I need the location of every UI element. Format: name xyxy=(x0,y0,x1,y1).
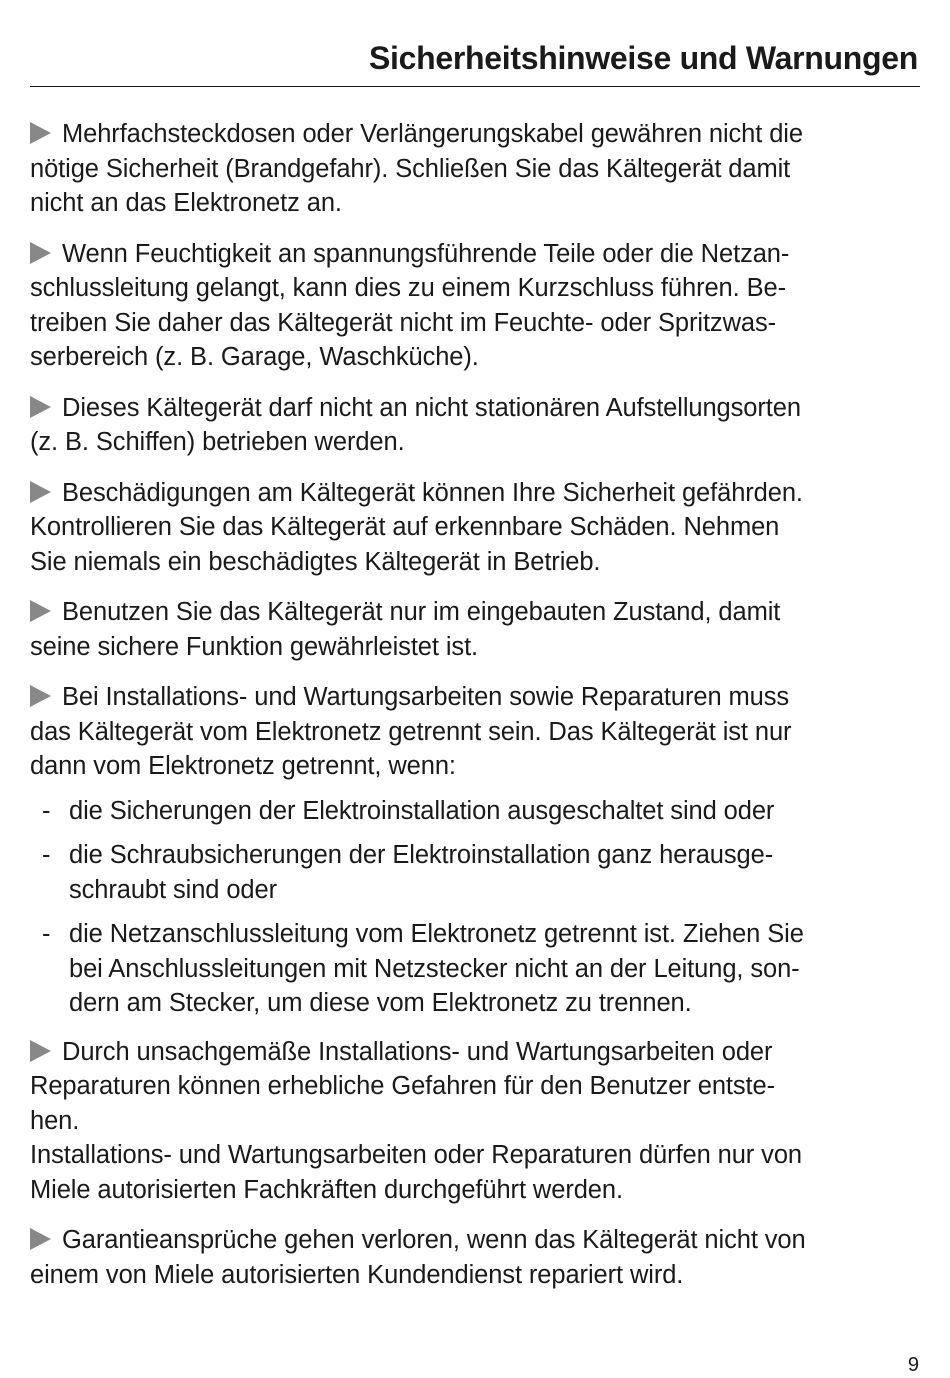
page-header xyxy=(30,38,920,87)
paragraph-line: Durch unsachgemäße Installations- und Wartungsarbeiten oder xyxy=(30,1035,920,1070)
list-item xyxy=(30,838,920,907)
triangle-right-icon xyxy=(30,1040,51,1062)
safety-paragraph xyxy=(30,117,920,221)
paragraph-line: seine sichere Funktion gewährleistet ist. xyxy=(30,632,479,661)
paragraph-line: nicht an das Elektronetz an. xyxy=(30,189,342,217)
paragraph-line: Installations- und Wartungsarbeiten oder Reparaturen dürfen nur von xyxy=(30,1141,802,1169)
safety-paragraph xyxy=(30,476,920,580)
list-item-line: schraubt sind oder xyxy=(69,875,277,904)
paragraph-line: Bei Installations- und Wartungsarbeiten sowie Reparaturen muss xyxy=(30,680,920,715)
triangle-right-icon xyxy=(30,481,51,503)
triangle-right-icon xyxy=(30,242,51,264)
page-title: Sicherheitshinweise und Warnungen xyxy=(369,40,918,76)
safety-paragraph xyxy=(30,595,920,664)
paragraph-line: Kontrollieren Sie das Kältegerät auf erkennbare Schäden. Nehmen xyxy=(30,513,780,541)
paragraph-line: das Kältegerät vom Elektronetz getrennt sein. Das Kältegerät ist nur xyxy=(30,717,792,746)
paragraph-line: dann vom Elektronetz getrennt, wenn: xyxy=(30,752,456,780)
condition-list xyxy=(30,794,920,1021)
paragraph-line: Dieses Kältegerät darf nicht an nicht stationären Aufstellungsorten xyxy=(30,391,920,426)
list-item xyxy=(30,794,920,829)
paragraph-line: Reparaturen können erhebliche Gefahren für den Benutzer entste- xyxy=(30,1072,776,1100)
triangle-right-icon xyxy=(30,600,51,622)
triangle-right-icon xyxy=(30,396,51,418)
triangle-right-icon xyxy=(30,1228,51,1250)
paragraph-line: Mehrfachsteckdosen oder Verlängerungskabel gewähren nicht die xyxy=(30,117,920,152)
safety-paragraph xyxy=(30,680,920,784)
safety-paragraph xyxy=(30,1035,920,1208)
paragraph-line: Garantieansprüche gehen verloren, wenn das Kältegerät nicht von xyxy=(30,1223,920,1258)
paragraph-line: schlussleitung gelangt, kann dies zu einem Kurzschluss führen. Be- xyxy=(30,274,786,302)
paragraph-line: einem von Miele autorisierten Kundendienst repariert wird. xyxy=(30,1260,684,1289)
list-item-line: bei Anschlussleitungen mit Netzstecker nicht an der Leitung, son- xyxy=(69,954,800,983)
paragraph-line: Wenn Feuchtigkeit an spannungsführende Teile oder die Netzan- xyxy=(30,237,920,272)
page-content xyxy=(30,117,920,1292)
paragraph-line: nötige Sicherheit (Brandgefahr). Schließen Sie das Kältegerät damit xyxy=(30,154,791,183)
page-number: 9 xyxy=(907,1354,919,1376)
list-dash: - xyxy=(42,841,51,869)
list-dash: - xyxy=(42,920,51,948)
list-item-line: die Sicherungen der Elektroinstallation ausgeschaltet sind oder xyxy=(69,796,775,825)
paragraph-line: (z. B. Schiffen) betrieben werden. xyxy=(30,428,405,456)
paragraph-line: hen. xyxy=(30,1106,80,1135)
list-item-line: die Netzanschlussleitung vom Elektronetz getrennt ist. Ziehen Sie xyxy=(69,920,804,948)
safety-paragraph xyxy=(30,391,920,460)
paragraph-line: Benutzen Sie das Kältegerät nur im eingebauten Zustand, damit xyxy=(30,595,920,630)
paragraph-line: serbereich (z. B. Garage, Waschküche). xyxy=(30,343,479,371)
list-item xyxy=(30,917,920,1021)
triangle-right-icon xyxy=(30,685,51,707)
triangle-right-icon xyxy=(30,122,51,144)
paragraph-line: Beschädigungen am Kältegerät können Ihre Sicherheit gefährden. xyxy=(30,476,920,511)
paragraph-line: Miele autorisierten Fachkräften durchgeführt werden. xyxy=(30,1175,623,1204)
list-dash: - xyxy=(42,796,51,825)
list-item-line: dern am Stecker, um diese vom Elektronetz zu trennen. xyxy=(69,989,692,1017)
list-item-line: die Schraubsicherungen der Elektroinstallation ganz herausge- xyxy=(69,841,774,869)
safety-paragraph xyxy=(30,1223,920,1292)
paragraph-line: Sie niemals ein beschädigtes Kältegerät in Betrieb. xyxy=(30,547,601,576)
document-page xyxy=(30,0,920,1308)
paragraph-line: treiben Sie daher das Kältegerät nicht im Feuchte- oder Spritzwas- xyxy=(30,308,777,337)
safety-paragraph xyxy=(30,237,920,375)
